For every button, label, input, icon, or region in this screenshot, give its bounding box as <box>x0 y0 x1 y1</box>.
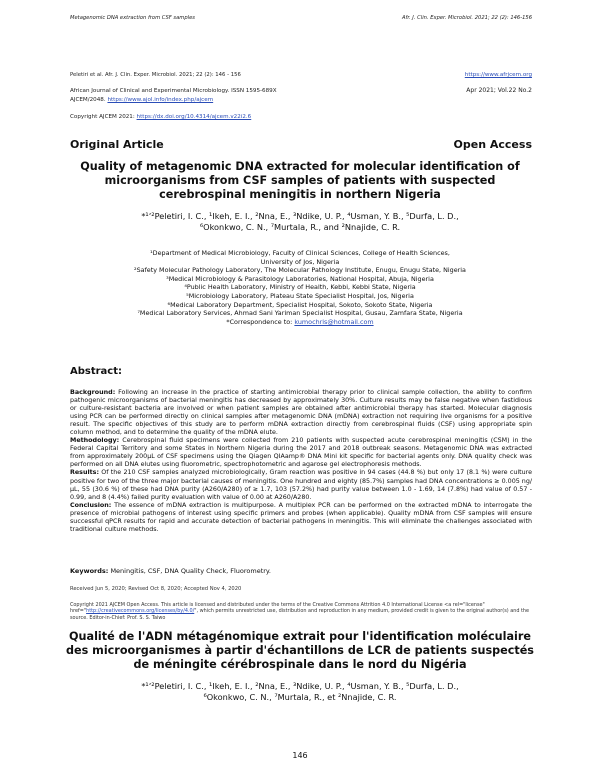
french-authors-line-1: *¹ʼ²Peletiri, I. C., ¹Ikeh, E. I., ²Nna, E., ³Ndike, U. P., ⁴Usman, Y. B., ⁵Durfa, L. D., <box>141 681 459 691</box>
keywords-label: Keywords: <box>70 567 109 575</box>
french-author-list <box>70 681 530 703</box>
affiliation-1: ¹Department of Medical Microbiology, Faculty of Clinical Sciences, College of Health Sciences, <box>150 249 450 257</box>
results-text: Of the 210 CSF samples analyzed microbiologically, Gram reaction was positive in 94 cases (44.8 %) but only 17 (8.1 %) were culture positive for two of the three major bacterial causes of meningitis. One hundred and eighty (85.7%) samples had DNA concentrations ≥ 0.005 ng/µL, 55 (30.6 %) of these had DNA purity (A260/A280) of ≥ 1.7, 103 (57.2%) had purity value between 1.0 - 1.69, 14 (7.8%) had value of 0.57 - 0.99, and 8 (4.4%) failed purity evaluation with value of 0.00 at A260/A280. <box>70 469 532 501</box>
background-label: Background: <box>70 389 116 396</box>
affiliation-2: ²Safety Molecular Pathology Laboratory, The Molecular Pathology Institute, Enugu, Enugu State, Nigeria <box>134 266 466 275</box>
background-text: Following an increase in the practice of starting antimicrobial therapy prior to clinical sample collection, the ability to confirm pathogenic microorganisms of bacterial meningitis has decreased by approximately 30%. Culture results may be false negative when fastidious or culture-resistant bacteria are involved or when patient samples are obtained after antimicrobial therapy has started. Molecular diagnosis using PCR can be performed directly on clinical samples after metagenomic DNA (mDNA) extraction not requiring live organisms for a positive result. The specific objectives of this study are to perform mDNA extraction directly from cerebrospinal fluids (CSF) using appropriate spin column method, and to determine the quality of the mDNA elute. <box>70 389 532 437</box>
affiliation-1-cont: University of Jos, Nigeria <box>260 257 340 266</box>
article-type: Original Article <box>70 138 164 151</box>
french-title-line-1: Qualité de l'ADN métagénomique extrait pour l'identification moléculaire <box>69 630 531 643</box>
author-list <box>70 211 530 233</box>
methodology-text: Cerebrospinal fluid specimens were collected from 210 patients with suspected acute cerebrospinal meningitis (CSM) in the Federal Capital Territory and some States in Northern Nigeria during the 2017 and 2018 outbreak seasons. Metagenomic DNA was extracted from approximately 200µL of CSF specimens using the Qiagen QIAamp® DNA Mini kit specific for bacterial agents only. DNA quality check was performed on all DNA elutes using fluorometric, spectrophotometric and agarose gel electrophoresis methods. <box>70 437 532 469</box>
running-header-left: Metagenomic DNA extraction from CSF samples <box>70 15 195 21</box>
copyright-doi-line <box>70 113 251 122</box>
license-notice <box>70 602 532 621</box>
affiliation-7: ⁷Medical Laboratory Services, Ahmad Sani Yariman Specialist Hospital, Gusau, Zamfara State, Nigeria <box>137 309 463 318</box>
title-line-1: Quality of metagenomic DNA extracted for molecular identification of <box>80 160 520 173</box>
license-text-1: Copyright 2021 AJCEM Open Access. This article is licensed and distributed under the terms of the Creative Commons Attrition 4.0 International License <a rel="license" href=" <box>70 602 485 615</box>
journal-ajol-line <box>70 96 213 105</box>
affiliation-6: ⁶Medical Laboratory Department, Specialist Hospital, Sokoto, Sokoto State, Nigeria <box>167 300 433 309</box>
running-header-right: Afr. J. Clin. Exper. Microbiol. 2021; 22 (2): 146-156 <box>401 15 532 21</box>
affiliation-4: ⁴Public Health Laboratory, Ministry of Health, Kebbi, Kebbi State, Nigeria <box>184 283 416 292</box>
french-authors-line-2: ⁶Okonkwo, C. N., ⁷Murtala, R., et ²Nnajide, C. R. <box>203 692 397 703</box>
abstract-conclusion <box>70 502 532 534</box>
title-line-2: microorganisms from CSF samples of patients with suspected <box>104 174 496 188</box>
keywords-text: Meningitis, CSF, DNA Quality Check, Fluorometry. <box>108 567 271 575</box>
correspondence-email-link[interactable]: kumochris@hotmail.com <box>294 317 374 326</box>
title-line-3: cerebrospinal meningitis in northern Nigeria <box>159 188 441 202</box>
journal-issue: Apr 2021; Vol.22 No.2 <box>466 87 532 94</box>
affiliations <box>60 249 540 326</box>
conclusion-label: Conclusion: <box>70 501 112 509</box>
keywords <box>70 567 271 575</box>
open-access-label: Open Access <box>453 138 532 151</box>
article-dates: Received Jun 5, 2020; Revised Oct 8, 2020; Accepted Nov 4, 2020 <box>70 586 242 592</box>
license-link[interactable]: http://creativecommons.org/licenses/by/4.0/ <box>86 608 195 615</box>
ajcem-code: AJCEM/2048. <box>70 97 106 103</box>
citation-left: Peletiri et al. Afr. J. Clin. Exper. Microbiol. 2021; 22 (2): 146 - 156 <box>70 72 241 78</box>
abstract-methodology <box>70 437 532 469</box>
authors-line-2: ⁶Okonkwo, C. N., ⁷Murtala, R., and ²Nnajide, C. R. <box>199 222 401 233</box>
french-title-line-2: des microorganismes à partir d'échantillons de LCR de patients suspectés <box>66 644 534 658</box>
copyright-prefix: Copyright AJCEM 2021: <box>70 114 135 120</box>
affiliation-5: ⁵Microbiology Laboratory, Plateau State Specialist Hospital, Jos, Nigeria <box>186 291 414 300</box>
paper-title <box>60 160 540 203</box>
abstract-body <box>70 389 532 534</box>
journal-issn-line: African Journal of Clinical and Experimental Microbiology. ISSN 1595-689X <box>70 88 277 94</box>
ajol-link[interactable]: https://www.ajol.info/index.php/ajcem <box>107 97 214 103</box>
journal-website-link[interactable]: https://www.afrjcem.org <box>464 72 532 78</box>
french-title <box>60 630 540 673</box>
abstract-background <box>70 389 532 437</box>
french-title-line-3: de méningite cérébrospinale dans le nord du Nigéria <box>133 658 467 672</box>
license-text-2: ", which permits unrestricted use, distribution and reproduction in any medium, provided credit is given to the original author(s) and the source. Editor-in-Chief: Prof. S. S. Taiwo <box>70 608 530 621</box>
methodology-label: Methodology: <box>70 437 120 445</box>
page-number: 146 <box>292 751 308 760</box>
results-label: Results: <box>70 469 99 477</box>
affiliation-3: ³Medical Microbiology & Parasitology Laboratories, National Hospital, Abuja, Nigeria <box>166 274 434 283</box>
abstract-heading: Abstract: <box>70 366 123 377</box>
authors-line-1: *¹ʼ²Peletiri, I. C., ¹Ikeh, E. I., ²Nna, E., ³Ndike, U. P., ⁴Usman, Y. B., ⁵Durfa, L. D., <box>141 211 459 221</box>
conclusion-text: The essence of mDNA extraction is multipurpose. A multiplex PCR can be performed on the extracted mDNA to interrogate the presence of microbial pathogens of interest using specific primers and probes (when applicable). Quality mDNA from CSF samples will ensure successful qPCR results for rapid and accurate detection of bacterial pathogens in meningitis. This will eliminate the challenges associated with traditional culture methods. <box>70 501 532 533</box>
correspondence <box>60 318 540 327</box>
doi-link[interactable]: https://dx.doi.org/10.4314/ajcem.v22i2.6 <box>136 114 252 120</box>
abstract-results <box>70 469 532 501</box>
correspondence-prefix: *Correspondence to: <box>226 317 293 326</box>
